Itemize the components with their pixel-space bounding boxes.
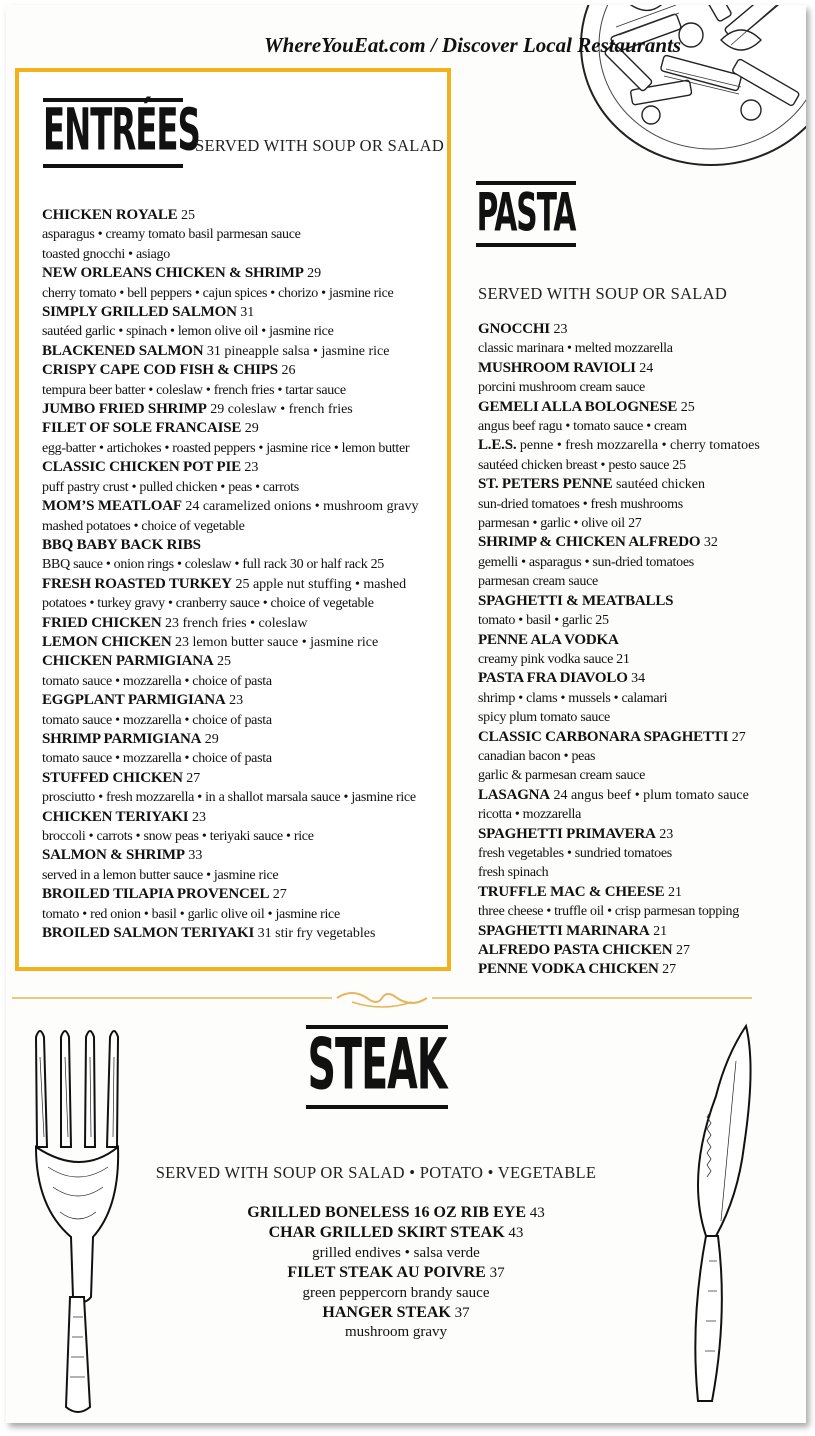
entrees-served-note: SERVED WITH SOUP OR SALAD (195, 136, 445, 155)
entrees-menu-item (42, 885, 418, 924)
item-name: FILET OF SOLE FRANCAISE (42, 420, 242, 437)
item-description: three cheese • truffle oil • crisp parmesan topping (478, 904, 739, 920)
item-name: CHAR GRILLED SKIRT STEAK (268, 1224, 505, 1242)
pasta-menu-item (478, 960, 760, 979)
item-description: tomato • red onion • basil • garlic olive oil • jasmine rice (42, 906, 340, 922)
item-price-detail: 43 (526, 1205, 545, 1221)
entrees-menu-item (42, 769, 418, 808)
item-price-detail: 23 (655, 826, 674, 842)
entrees-menu-item (42, 730, 418, 769)
item-description: garlic & parmesan cream sauce (478, 768, 645, 784)
item-name: LASAGNA (478, 786, 550, 803)
item-name: ST. PETERS PENNE (478, 476, 613, 493)
item-name: GNOCCHI (478, 321, 550, 337)
item-name: ALFREDO PASTA CHICKEN (478, 942, 673, 958)
item-name: SHRIMP & CHICKEN ALFREDO (478, 534, 701, 551)
item-name: CHICKEN ROYALE (42, 207, 178, 223)
item-price-detail: 29 (241, 421, 259, 437)
item-price-detail: 23 (225, 693, 244, 709)
pasta-title-block (476, 181, 576, 247)
pasta-menu-item (478, 669, 760, 727)
item-description: tomato • basil • garlic 25 (478, 613, 609, 629)
entrees-menu-item (42, 846, 418, 885)
entrees-menu-item (42, 924, 418, 943)
item-price-detail: 32 (700, 535, 718, 551)
item-name: SPAGHETTI MARINARA (478, 922, 650, 939)
item-price-detail: 43 (504, 1225, 524, 1242)
pasta-list (478, 320, 760, 980)
entrees-list (42, 206, 418, 943)
item-price-detail: 23 (240, 460, 259, 476)
item-price-detail: 25 (213, 654, 232, 670)
item-price-detail: 23 (188, 809, 206, 825)
item-description: tempura beer batter • coleslaw • french fries • tartar sauce (42, 382, 346, 398)
pasta-menu-item (478, 436, 760, 475)
item-price-detail: 31 stir fry vegetables (254, 926, 376, 942)
item-description: canadian bacon • peas (478, 748, 596, 764)
entrees-menu-item (42, 361, 418, 400)
steak-list (166, 1203, 626, 1343)
item-price-detail: 27 (672, 943, 690, 958)
steak-title: STEAK (307, 1024, 447, 1106)
item-name: BROILED TILAPIA PROVENCEL (42, 886, 270, 903)
item-price-detail: 25 (177, 208, 195, 223)
item-description: broccoli • carrots • snow peas • teriyaki sauce • rice (42, 829, 314, 844)
item-description: puff pastry crust • pulled chicken • peas • carrots (42, 479, 299, 495)
item-price-detail: 25 (677, 399, 695, 415)
entrees-section (15, 68, 451, 971)
item-description: mushroom gravy (344, 1324, 448, 1341)
entrees-menu-item (42, 264, 418, 303)
item-name: PASTA FRA DIAVOLO (478, 670, 628, 687)
item-name: PENNE VODKA CHICKEN (478, 961, 659, 978)
item-description: served in a lemon butter sauce • jasmine rice (42, 867, 279, 883)
entrees-menu-item (42, 458, 418, 497)
item-description: gemelli • asparagus • sun-dried tomatoes (478, 554, 694, 570)
pasta-menu-item (478, 320, 760, 359)
pasta-menu-item (478, 825, 760, 883)
fork-illustration (28, 1017, 138, 1417)
steak-menu-item (166, 1223, 626, 1263)
entrees-menu-item (42, 691, 418, 730)
item-price-detail: 31 (236, 305, 255, 321)
item-name: CLASSIC CARBONARA SPAGHETTI (478, 728, 729, 745)
site-header: WhereYouEat.com / Discover Local Restaurants (264, 33, 682, 57)
item-price-detail: 37 (450, 1305, 470, 1322)
steak-served-note: SERVED WITH SOUP OR SALAD • POTATO • VEGETABLE (155, 1163, 597, 1182)
item-price-detail: 23 french fries • coleslaw (161, 615, 308, 631)
item-name: JUMBO FRIED SHRIMP (42, 401, 207, 418)
steak-menu-item (166, 1263, 626, 1303)
item-description: parmesan • garlic • olive oil 27 (478, 516, 642, 532)
entrees-title-block (43, 98, 200, 168)
steak-title-block (306, 1025, 448, 1109)
item-name: FRIED CHICKEN (42, 614, 162, 631)
pasta-title: PASTA (476, 181, 576, 244)
pasta-menu-item (478, 883, 760, 922)
knife-illustration (651, 1021, 761, 1406)
item-name: SIMPLY GRILLED SALMON (42, 304, 237, 321)
entrees-menu-item (42, 614, 418, 633)
item-price-detail: 27 (269, 887, 287, 903)
pasta-menu-item (478, 359, 760, 398)
pasta-menu-item (478, 631, 760, 670)
item-name: CHICKEN PARMIGIANA (42, 653, 214, 670)
item-description: mashed potatoes • choice of vegetable (42, 518, 245, 534)
item-price-detail: 33 (184, 848, 203, 864)
item-name: FILET STEAK AU POIVRE (287, 1264, 486, 1282)
item-name: NEW ORLEANS CHICKEN & SHRIMP (42, 265, 304, 282)
item-price-detail: 27 (728, 729, 746, 745)
item-description: porcini mushroom cream sauce (478, 380, 645, 396)
item-description: green peppercorn brandy sauce (302, 1284, 490, 1301)
pasta-menu-item (478, 398, 760, 437)
entrees-menu-item (42, 575, 418, 614)
ornament-divider (12, 990, 752, 1010)
item-price-detail: 24 caramelized onions • mushroom gravy (181, 499, 419, 515)
item-description: grilled endives • salsa verde (312, 1244, 480, 1261)
item-name: GRILLED BONELESS 16 OZ RIB EYE (247, 1204, 526, 1221)
item-price-detail: penne • fresh mozzarella • cherry tomatoes (516, 438, 760, 454)
steak-menu-item (166, 1203, 626, 1223)
item-name: MOM’S MEATLOAF (42, 498, 182, 515)
entrees-menu-item (42, 652, 418, 691)
pasta-menu-item (478, 728, 760, 786)
item-description: sun-dried tomatoes • fresh mushrooms (478, 496, 683, 512)
item-description: parmesan cream sauce (478, 574, 598, 590)
entrees-menu-item (42, 342, 418, 361)
steak-menu-item (166, 1303, 626, 1343)
item-description: shrimp • clams • mussels • calamari (478, 690, 668, 706)
item-name: CRISPY CAPE COD FISH & CHIPS (42, 362, 278, 379)
item-name: FRESH ROASTED TURKEY (42, 575, 232, 592)
item-price-detail: sautéed chicken (612, 477, 705, 493)
pasta-plate-illustration (571, 5, 806, 185)
item-description: fresh spinach (478, 865, 549, 881)
entrees-menu-item (42, 400, 418, 419)
item-name: SHRIMP PARMIGIANA (42, 730, 202, 747)
item-name: HANGER STEAK (322, 1304, 451, 1322)
pasta-menu-item (478, 533, 760, 591)
item-description: potatoes • turkey gravy • cranberry sauce • choice of vegetable (42, 596, 374, 612)
item-name: BROILED SALMON TERIYAKI (42, 925, 255, 942)
item-name: SPAGHETTI & MEATBALLS (478, 592, 674, 609)
pasta-menu-item (478, 786, 760, 825)
entrees-title: ENTRÉES (43, 98, 200, 164)
pasta-served-note: SERVED WITH SOUP OR SALAD (478, 284, 728, 303)
item-price-detail: 24 (635, 360, 654, 376)
item-description: prosciutto • fresh mozzarella • in a shallot marsala sauce • jasmine rice (42, 790, 416, 806)
item-price-detail: 29 (201, 731, 219, 747)
item-name: SPAGHETTI PRIMAVERA (478, 825, 656, 842)
item-description: sautéed garlic • spinach • lemon olive oil • jasmine rice (42, 324, 334, 340)
item-name: L.E.S. (478, 437, 517, 454)
item-price-detail: 29 coleslaw • french fries (206, 402, 353, 418)
pasta-menu-item (478, 475, 760, 533)
item-description: BBQ sauce • onion rings • coleslaw • full rack 30 or half rack 25 (42, 557, 384, 573)
item-description: tomato sauce • mozzarella • choice of pasta (42, 673, 272, 689)
item-description: tomato sauce • mozzarella • choice of pasta (42, 751, 272, 767)
item-price-detail: 37 (485, 1265, 505, 1282)
item-description: spicy plum tomato sauce (478, 710, 610, 726)
item-name: SALMON & SHRIMP (42, 847, 185, 864)
item-description: classic marinara • melted mozzarella (478, 341, 673, 357)
entrees-menu-item (42, 633, 418, 652)
pasta-menu-item (478, 592, 760, 631)
entrees-menu-item (42, 419, 418, 458)
item-name: PENNE ALA VODKA (478, 631, 619, 648)
item-name: STUFFED CHICKEN (42, 769, 183, 786)
item-price-detail: 27 (182, 770, 201, 786)
item-description: creamy pink vodka sauce 21 (478, 651, 630, 667)
menu-page (6, 5, 806, 1423)
item-description: cherry tomato • bell peppers • cajun spices • chorizo • jasmine rice (42, 285, 394, 301)
item-price-detail: 34 (627, 671, 646, 687)
entrees-menu-item (42, 497, 418, 536)
item-name: GEMELI ALLA BOLOGNESE (478, 398, 678, 415)
item-price-detail: 29 (303, 266, 322, 282)
item-price-detail: 31 pineapple salsa • jasmine rice (203, 343, 390, 359)
item-price-detail: 26 (277, 363, 296, 379)
item-price-detail: 21 (649, 923, 668, 939)
item-description: egg-batter • artichokes • roasted peppers • jasmine rice • lemon butter (42, 440, 410, 456)
item-description: toasted gnocchi • asiago (42, 246, 170, 262)
entrees-menu-item (42, 206, 418, 264)
item-price-detail: 25 apple nut stuffing • mashed (231, 576, 407, 592)
item-name: BBQ BABY BACK RIBS (42, 536, 201, 553)
entrees-menu-item (42, 808, 418, 847)
item-price-detail: 23 (549, 322, 568, 337)
item-name: TRUFFLE MAC & CHEESE (478, 883, 665, 900)
item-name: CHICKEN TERIYAKI (42, 808, 189, 825)
entrees-menu-item (42, 536, 418, 575)
item-description: ricotta • mozzarella (478, 807, 582, 823)
item-name: CLASSIC CHICKEN POT PIE (42, 459, 241, 476)
item-price-detail: 21 (664, 884, 682, 900)
pasta-menu-item (478, 941, 760, 960)
item-description: angus beef ragu • tomato sauce • cream (478, 419, 687, 435)
item-price-detail: 24 angus beef • plum tomato sauce (549, 787, 749, 803)
item-name: LEMON CHICKEN (42, 633, 172, 650)
entrees-menu-item (42, 303, 418, 342)
item-description: fresh vegetables • sundried tomatoes (478, 845, 672, 861)
item-price-detail: 27 (658, 962, 677, 978)
item-description: sautéed chicken breast • pesto sauce 25 (478, 457, 686, 473)
item-name: BLACKENED SALMON (42, 342, 204, 359)
pasta-menu-item (478, 922, 760, 941)
item-description: asparagus • creamy tomato basil parmesan sauce (42, 227, 301, 243)
item-description: tomato sauce • mozzarella • choice of pasta (42, 712, 272, 728)
item-price-detail: 23 lemon butter sauce • jasmine rice (171, 634, 379, 650)
item-name: EGGPLANT PARMIGIANA (42, 692, 226, 709)
item-name: MUSHROOM RAVIOLI (478, 359, 636, 376)
